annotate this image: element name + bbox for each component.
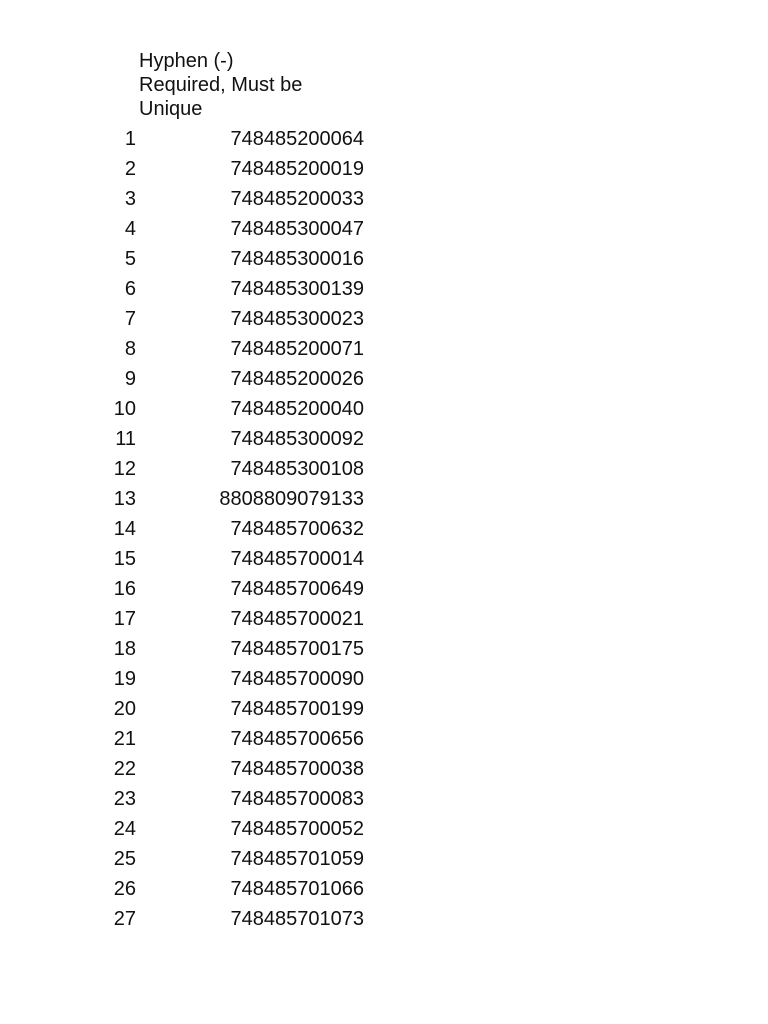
code-cell[interactable]: 748485701059 xyxy=(230,848,364,870)
row-index-cell[interactable]: 27 xyxy=(113,908,136,930)
table-row xyxy=(0,154,768,184)
row-index-cell[interactable]: 21 xyxy=(113,728,136,750)
code-cell[interactable]: 748485200071 xyxy=(230,338,364,360)
table-row xyxy=(0,544,768,574)
row-index-cell[interactable]: 15 xyxy=(113,548,136,570)
table-row xyxy=(0,604,768,634)
row-index-cell[interactable]: 3 xyxy=(124,188,136,210)
row-index-cell[interactable]: 1 xyxy=(124,128,136,150)
column-header-cell[interactable] xyxy=(139,49,379,121)
code-cell[interactable]: 748485701066 xyxy=(230,878,364,900)
table-row xyxy=(0,424,768,454)
table-row xyxy=(0,844,768,874)
table-row xyxy=(0,184,768,214)
table-row xyxy=(0,484,768,514)
code-cell[interactable]: 748485200019 xyxy=(230,158,364,180)
code-cell[interactable]: 748485200040 xyxy=(230,398,364,420)
code-cell[interactable]: 748485700090 xyxy=(230,668,364,690)
code-cell[interactable]: 748485300016 xyxy=(230,248,364,270)
row-index-cell[interactable]: 16 xyxy=(113,578,136,600)
row-index-cell[interactable]: 8 xyxy=(124,338,136,360)
row-index-cell[interactable]: 2 xyxy=(124,158,136,180)
table-row xyxy=(0,124,768,154)
row-index-cell[interactable]: 9 xyxy=(124,368,136,390)
table-row xyxy=(0,814,768,844)
table-row xyxy=(0,664,768,694)
code-cell[interactable]: 748485700052 xyxy=(230,818,364,840)
row-index-cell[interactable]: 12 xyxy=(113,458,136,480)
code-cell[interactable]: 748485700649 xyxy=(230,578,364,600)
code-cell[interactable]: 748485700199 xyxy=(230,698,364,720)
row-index-cell[interactable]: 24 xyxy=(113,818,136,840)
table-row xyxy=(0,334,768,364)
table-row xyxy=(0,724,768,754)
row-index-cell[interactable]: 5 xyxy=(124,248,136,270)
code-cell[interactable]: 8808809079133 xyxy=(219,488,364,510)
table-row xyxy=(0,574,768,604)
table-row xyxy=(0,634,768,664)
table-row xyxy=(0,754,768,784)
code-cell[interactable]: 748485300139 xyxy=(230,278,364,300)
column-header-text: Hyphen (-) Required, Must be Unique xyxy=(139,50,303,120)
table-row xyxy=(0,514,768,544)
row-index-cell[interactable]: 6 xyxy=(124,278,136,300)
table-row xyxy=(0,274,768,304)
code-cell[interactable]: 748485701073 xyxy=(230,908,364,930)
code-cell[interactable]: 748485700632 xyxy=(230,518,364,540)
table-row xyxy=(0,784,768,814)
code-cell[interactable]: 748485300047 xyxy=(230,218,364,240)
code-cell[interactable]: 748485700021 xyxy=(230,608,364,630)
table-row xyxy=(0,244,768,274)
row-index-cell[interactable]: 19 xyxy=(113,668,136,690)
code-cell[interactable]: 748485300023 xyxy=(230,308,364,330)
code-cell[interactable]: 748485200026 xyxy=(230,368,364,390)
table-row xyxy=(0,694,768,724)
row-index-cell[interactable]: 18 xyxy=(113,638,136,660)
code-cell[interactable]: 748485700656 xyxy=(230,728,364,750)
row-index-cell[interactable]: 7 xyxy=(124,308,136,330)
code-cell[interactable]: 748485700175 xyxy=(230,638,364,660)
row-index-cell[interactable]: 25 xyxy=(113,848,136,870)
row-index-cell[interactable]: 13 xyxy=(113,488,136,510)
table-row xyxy=(0,394,768,424)
code-cell[interactable]: 748485700083 xyxy=(230,788,364,810)
table-row xyxy=(0,364,768,394)
row-index-cell[interactable]: 4 xyxy=(124,218,136,240)
table-row xyxy=(0,304,768,334)
code-cell[interactable]: 748485700014 xyxy=(230,548,364,570)
code-cell[interactable]: 748485200064 xyxy=(230,128,364,150)
row-index-cell[interactable]: 20 xyxy=(113,698,136,720)
table-row xyxy=(0,214,768,244)
data-rows xyxy=(0,124,768,934)
row-index-cell[interactable]: 23 xyxy=(113,788,136,810)
table-row xyxy=(0,454,768,484)
code-cell[interactable]: 748485300092 xyxy=(230,428,364,450)
row-index-cell[interactable]: 22 xyxy=(113,758,136,780)
row-index-cell[interactable]: 14 xyxy=(113,518,136,540)
table-row xyxy=(0,904,768,934)
table-row xyxy=(0,874,768,904)
row-index-cell[interactable]: 10 xyxy=(113,398,136,420)
row-index-cell[interactable]: 17 xyxy=(113,608,136,630)
row-index-cell[interactable]: 11 xyxy=(115,428,136,450)
code-cell[interactable]: 748485300108 xyxy=(230,458,364,480)
code-cell[interactable]: 748485200033 xyxy=(230,188,364,210)
code-cell[interactable]: 748485700038 xyxy=(230,758,364,780)
row-index-cell[interactable]: 26 xyxy=(113,878,136,900)
